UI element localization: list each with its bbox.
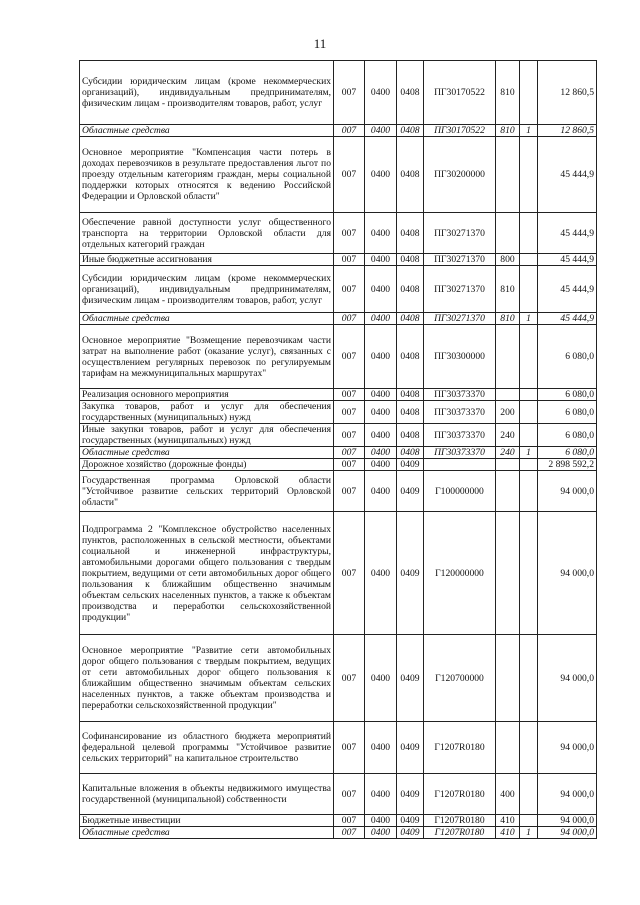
cell-pr: 0409 [397,722,424,774]
cell-pr: 0408 [397,125,424,137]
cell-sum: 94 000,0 [538,722,597,774]
cell-sum: 94 000,0 [538,774,597,815]
cell-vr [496,325,520,389]
row-name: Реализация основного мероприятия [80,389,334,401]
table-row [80,512,597,635]
cell-grbs: 007 [334,774,365,815]
cell-csr: Г1207R0180 [424,722,496,774]
cell-source [520,389,538,401]
cell-sum: 12 860,5 [538,125,597,137]
cell-vr: 240 [496,447,520,459]
table-row [80,137,597,213]
table-row [80,722,597,774]
cell-source [520,137,538,213]
cell-rz: 0400 [365,266,397,313]
cell-grbs: 007 [334,313,365,325]
table-row [80,401,597,424]
row-name: Закупка товаров, работ и услуг для обеспечения государственных (муниципальных) нужд [80,401,334,424]
table-row [80,213,597,254]
cell-sum: 12 860,5 [538,61,597,125]
cell-rz: 0400 [365,722,397,774]
cell-pr: 0408 [397,447,424,459]
cell-pr: 0409 [397,471,424,512]
cell-rz: 0400 [365,125,397,137]
cell-rz: 0400 [365,137,397,213]
cell-vr: 800 [496,254,520,266]
cell-pr: 0408 [397,401,424,424]
table-row [80,61,597,125]
cell-grbs: 007 [334,447,365,459]
table-row [80,459,597,471]
cell-source [520,424,538,447]
cell-grbs: 007 [334,137,365,213]
table-row [80,254,597,266]
cell-grbs: 007 [334,815,365,827]
cell-vr: 810 [496,266,520,313]
cell-grbs: 007 [334,213,365,254]
row-name: Иные бюджетные ассигнования [80,254,334,266]
cell-csr: ПГ30373370 [424,424,496,447]
cell-pr: 0408 [397,137,424,213]
row-name: Основное мероприятие "Компенсация части потерь в доходах перевозчиков в результате предоставления льгот по проезду отдельным категориям граждан, меры социальной поддержки которых относятся к ведению Российской Федерации и Орловской области" [80,137,334,213]
cell-vr: 410 [496,815,520,827]
cell-vr [496,471,520,512]
cell-csr: ПГ30373370 [424,401,496,424]
cell-csr: ПГ30373370 [424,389,496,401]
row-name: Субсидии юридическим лицам (кроме некоммерческих организаций), индивидуальным предпринимателям, физическим лицам - производителям товаров, работ, услуг [80,266,334,313]
cell-vr [496,635,520,722]
cell-source [520,401,538,424]
table-row [80,325,597,389]
cell-sum: 45 444,9 [538,254,597,266]
row-name: Подпрограмма 2 "Комплексное обустройство населенных пунктов, расположенных в сельской местности, объектами социальной и инженерной инфраструктуры, автомобильными дорогами общего пользования с твердым покрытием, ведущими от сети автомобильных дорог общего пользования к ближайшим общественно значимым объектам сельских населенных пунктов, а также к объектам производства и переработки сельскохозяйственной продукции" [80,512,334,635]
cell-sum: 94 000,0 [538,512,597,635]
cell-csr: ПГ30170522 [424,125,496,137]
cell-source [520,213,538,254]
cell-vr: 810 [496,61,520,125]
cell-rz: 0400 [365,447,397,459]
cell-grbs: 007 [334,125,365,137]
row-name: Бюджетные инвестиции [80,815,334,827]
cell-grbs: 007 [334,266,365,313]
cell-source [520,325,538,389]
row-name: Областные средства [80,447,334,459]
cell-sum: 45 444,9 [538,137,597,213]
cell-source [520,722,538,774]
cell-source: 1 [520,313,538,325]
cell-rz: 0400 [365,635,397,722]
cell-pr: 0409 [397,459,424,471]
cell-csr: Г120700000 [424,635,496,722]
cell-source [520,61,538,125]
row-name: Капитальные вложения в объекты недвижимого имущества государственной (муниципальной) собственности [80,774,334,815]
cell-sum: 94 000,0 [538,471,597,512]
cell-grbs: 007 [334,325,365,389]
cell-pr: 0409 [397,774,424,815]
cell-pr: 0409 [397,827,424,839]
cell-grbs: 007 [334,722,365,774]
table-row [80,815,597,827]
cell-pr: 0408 [397,266,424,313]
cell-rz: 0400 [365,827,397,839]
cell-pr: 0408 [397,213,424,254]
row-name: Основное мероприятие "Развитие сети автомобильных дорог общего пользования с твердым покрытием, ведущих от сети автомобильных дорог общего пользования к ближайшим общественно значимым объектам сельских населенных пунктов, а также объектам производства и переработки сельскохозяйственной продукции" [80,635,334,722]
cell-pr: 0408 [397,61,424,125]
row-name: Областные средства [80,827,334,839]
cell-vr [496,213,520,254]
row-name: Софинансирование из областного бюджета мероприятий федеральной целевой программы "Устойчивое развитие сельских территорий" на капитальное строительство [80,722,334,774]
cell-pr: 0409 [397,635,424,722]
table-row [80,471,597,512]
cell-vr: 400 [496,774,520,815]
cell-sum: 94 000,0 [538,815,597,827]
table-row [80,266,597,313]
cell-source [520,512,538,635]
cell-sum: 6 080,0 [538,389,597,401]
cell-rz: 0400 [365,61,397,125]
cell-csr: ПГ30170522 [424,61,496,125]
budget-table [79,60,597,839]
cell-rz: 0400 [365,389,397,401]
row-name: Обеспечение равной доступности услуг общественного транспорта на территории Орловской области для отдельных категорий граждан [80,213,334,254]
cell-rz: 0400 [365,459,397,471]
cell-sum: 6 080,0 [538,424,597,447]
cell-rz: 0400 [365,254,397,266]
table-row [80,424,597,447]
cell-source [520,635,538,722]
cell-source: 1 [520,125,538,137]
row-name: Областные средства [80,125,334,137]
cell-grbs: 007 [334,424,365,447]
cell-rz: 0400 [365,424,397,447]
cell-rz: 0400 [365,401,397,424]
cell-vr [496,389,520,401]
table-row [80,827,597,839]
cell-csr: Г1207R0180 [424,815,496,827]
cell-sum: 6 080,0 [538,447,597,459]
cell-grbs: 007 [334,389,365,401]
cell-sum: 94 000,0 [538,635,597,722]
cell-vr [496,459,520,471]
cell-grbs: 007 [334,635,365,722]
cell-pr: 0408 [397,313,424,325]
cell-csr: Г120000000 [424,512,496,635]
cell-rz: 0400 [365,213,397,254]
row-name: Государственная программа Орловской области "Устойчивое развитие сельских территорий Орловской области" [80,471,334,512]
cell-pr: 0408 [397,389,424,401]
cell-vr [496,512,520,635]
cell-source: 1 [520,827,538,839]
cell-pr: 0408 [397,424,424,447]
cell-csr: Г100000000 [424,471,496,512]
cell-sum: 94 000,0 [538,827,597,839]
cell-csr: ПГ30271370 [424,313,496,325]
cell-vr [496,722,520,774]
cell-pr: 0408 [397,325,424,389]
row-name: Областные средства [80,313,334,325]
cell-rz: 0400 [365,512,397,635]
cell-vr: 240 [496,424,520,447]
cell-rz: 0400 [365,471,397,512]
cell-grbs: 007 [334,61,365,125]
cell-source [520,471,538,512]
cell-source [520,459,538,471]
cell-vr: 810 [496,313,520,325]
row-name: Дорожное хозяйство (дорожные фонды) [80,459,334,471]
row-name: Иные закупки товаров, работ и услуг для обеспечения государственных (муниципальных) нужд [80,424,334,447]
cell-pr: 0409 [397,512,424,635]
table-row [80,313,597,325]
table-row [80,389,597,401]
cell-vr: 810 [496,125,520,137]
cell-csr: ПГ30271370 [424,254,496,266]
cell-csr: ПГ30373370 [424,447,496,459]
cell-csr: ПГ30200000 [424,137,496,213]
cell-rz: 0400 [365,815,397,827]
table-row [80,635,597,722]
cell-csr [424,459,496,471]
cell-sum: 45 444,9 [538,266,597,313]
cell-grbs: 007 [334,254,365,266]
cell-pr: 0409 [397,815,424,827]
cell-sum: 6 080,0 [538,401,597,424]
cell-csr: ПГ30300000 [424,325,496,389]
row-name: Основное мероприятие "Возмещение перевозчикам части затрат на выполнение работ (оказание услуг), связанных с осуществлением регулярных перевозок по регулируемым тарифам на межмуниципальных маршрутах" [80,325,334,389]
cell-rz: 0400 [365,325,397,389]
cell-rz: 0400 [365,313,397,325]
cell-sum: 45 444,9 [538,213,597,254]
cell-source [520,774,538,815]
table-row [80,125,597,137]
row-name: Субсидии юридическим лицам (кроме некоммерческих организаций), индивидуальным предпринимателям, физическим лицам - производителям товаров, работ, услуг [80,61,334,125]
cell-source [520,815,538,827]
cell-grbs: 007 [334,512,365,635]
table-row [80,447,597,459]
cell-pr: 0408 [397,254,424,266]
cell-sum: 45 444,9 [538,313,597,325]
cell-csr: ПГ30271370 [424,213,496,254]
cell-grbs: 007 [334,471,365,512]
cell-source: 1 [520,447,538,459]
cell-source [520,254,538,266]
cell-vr: 200 [496,401,520,424]
table-body [80,61,597,839]
cell-csr: ПГ30271370 [424,266,496,313]
cell-sum: 6 080,0 [538,325,597,389]
cell-rz: 0400 [365,774,397,815]
cell-grbs: 007 [334,401,365,424]
cell-csr: Г1207R0180 [424,827,496,839]
cell-sum: 2 898 592,2 [538,459,597,471]
cell-grbs: 007 [334,827,365,839]
cell-vr: 410 [496,827,520,839]
cell-vr [496,137,520,213]
table-row [80,774,597,815]
page-number: 11 [313,36,327,51]
cell-grbs: 007 [334,459,365,471]
cell-source [520,266,538,313]
cell-csr: Г1207R0180 [424,774,496,815]
